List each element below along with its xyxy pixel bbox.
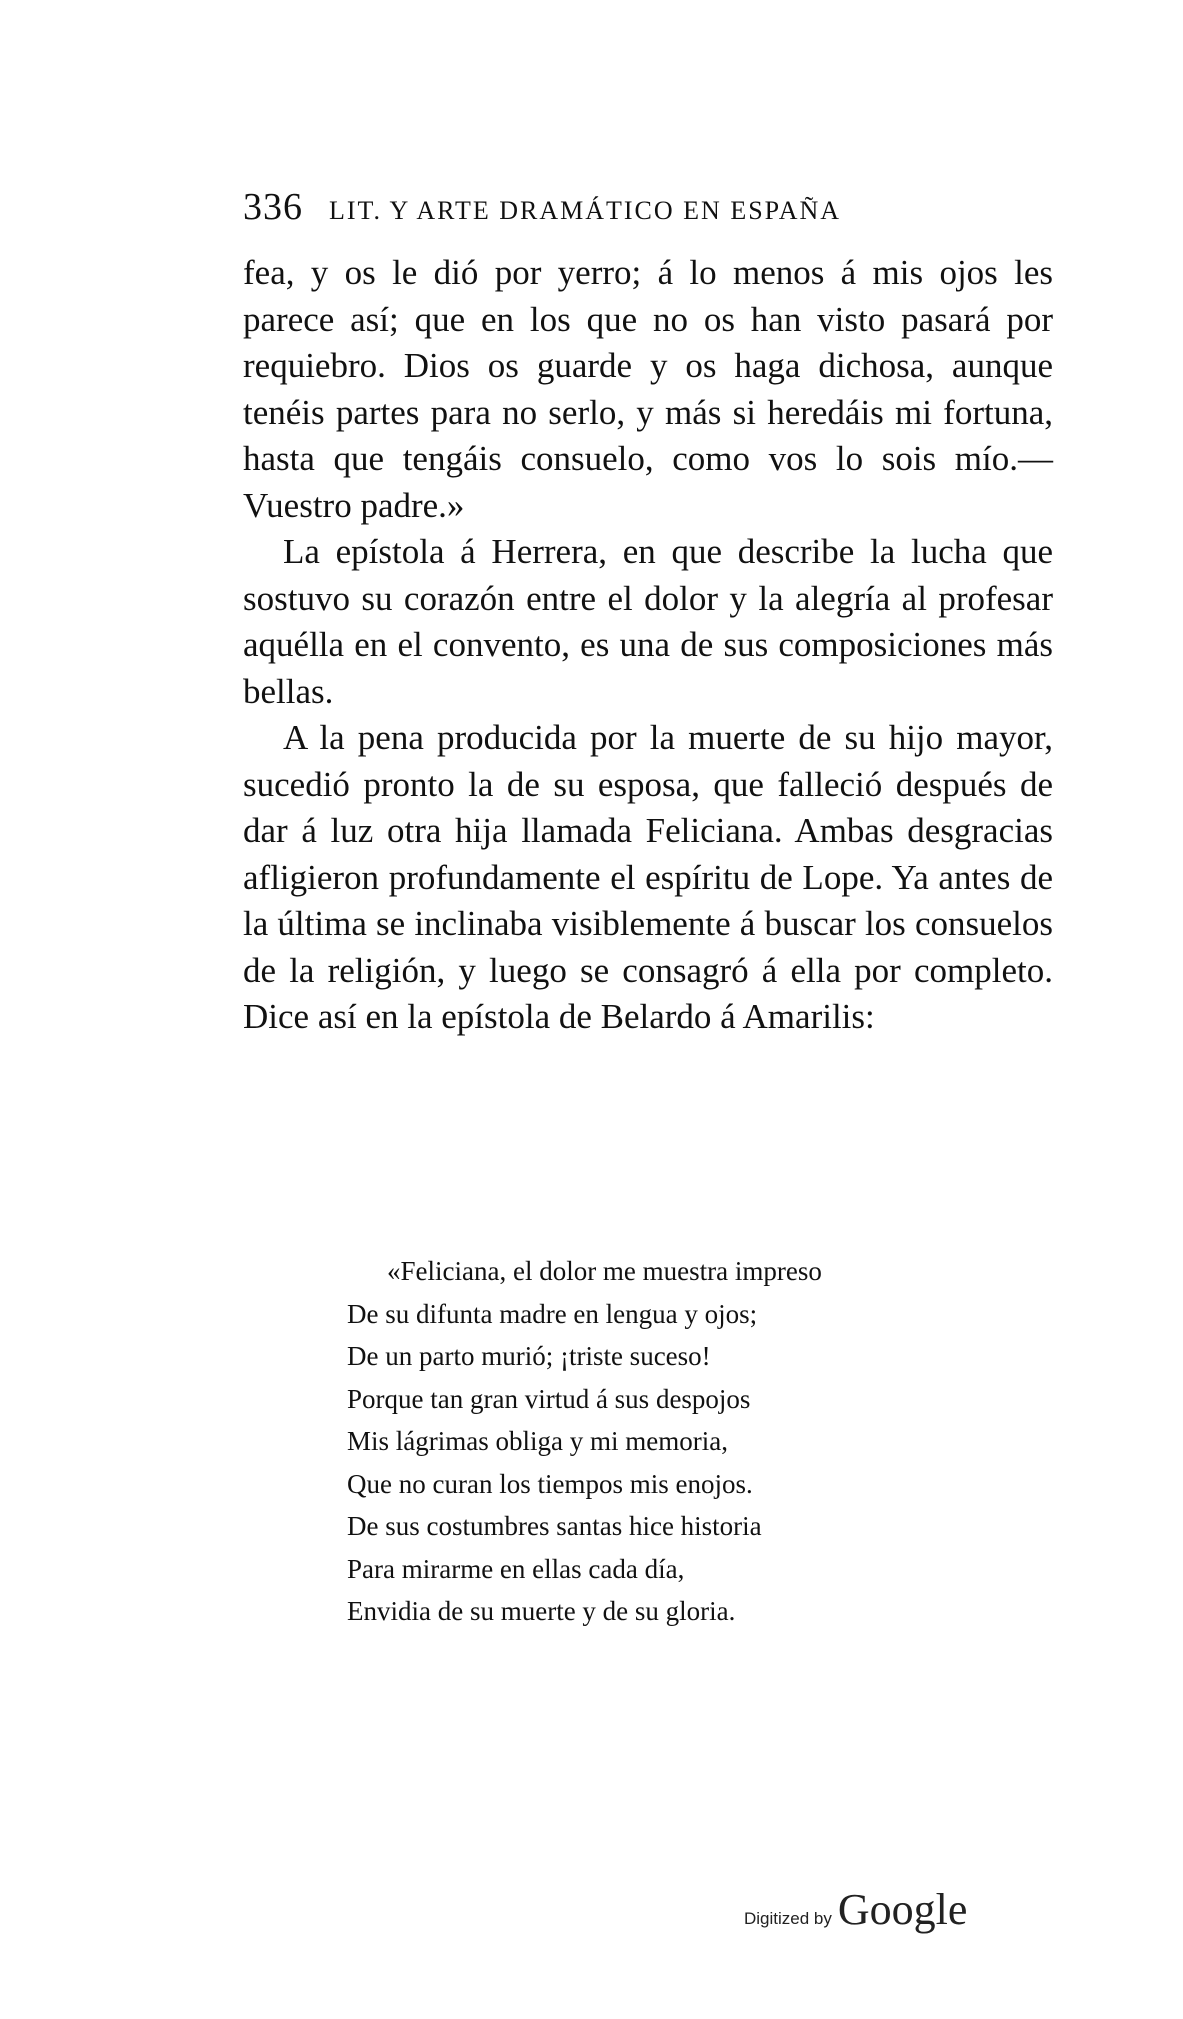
verse-line: Que no curan los tiempos mis enojos. [347,1468,753,1499]
running-title: LIT. Y ARTE DRAMÁTICO EN ESPAÑA [329,196,842,225]
verse-line: Envidia de su muerte y de su gloria. [347,1596,736,1626]
verse-line: «Feliciana, el dolor me muestra impreso [387,1256,822,1286]
paragraph-epistle-herrera: La epístola á Herrera, en que describe la lucha que sostuvo su corazón entre el dolor y la alegría al profesar aquélla en el convento, es una de sus composiciones más bellas. [243,532,1053,711]
verse-line: De su difunta madre en lengua y ojos; [347,1298,758,1329]
verse-line: De sus costumbres santas hice historia [347,1511,762,1541]
page-header [243,185,1063,235]
digitized-stamp [744,1884,967,1935]
verse-line: Mis lágrimas obliga y mi memoria, [347,1426,728,1456]
verse-line: De un parto murió; ¡triste suceso! [347,1341,711,1371]
paragraph-grief: A la pena producida por la muerte de su hijo mayor, sucedió pronto la de su esposa, que falleció después de dar á luz otra hija llamada Feliciana. Ambas desgracias afligieron profundamente el espíritu de Lope. Ya antes de la última se inclinaba visiblemente á buscar los consuelos de la religión, y luego se consagró á ella por completo. Dice así en la epístola de Belardo á Amarilis: [243,718,1053,1036]
digitized-label: Digitized by [744,1909,832,1928]
verse-quotation [347,1250,987,1633]
page-number: 336 [243,186,303,228]
verse-line: Porque tan gran virtud á sus despojos [347,1383,751,1414]
google-logo: Google [837,1885,968,1934]
paragraph-letter-closing: fea, y os le dió por yerro; á lo menos á mis ojos les parece así; que en los que no os han visto pasará por requiebro. Dios os guarde y os haga dichosa, aunque tenéis partes para no serlo, y más si heredáis mi fortuna, hasta que tengáis consuelo, como vos lo sois mío.—Vuestro padre.» [243,253,1053,525]
verse-line: Para mirarme en ellas cada día, [347,1553,685,1584]
body-text [243,250,1053,1041]
